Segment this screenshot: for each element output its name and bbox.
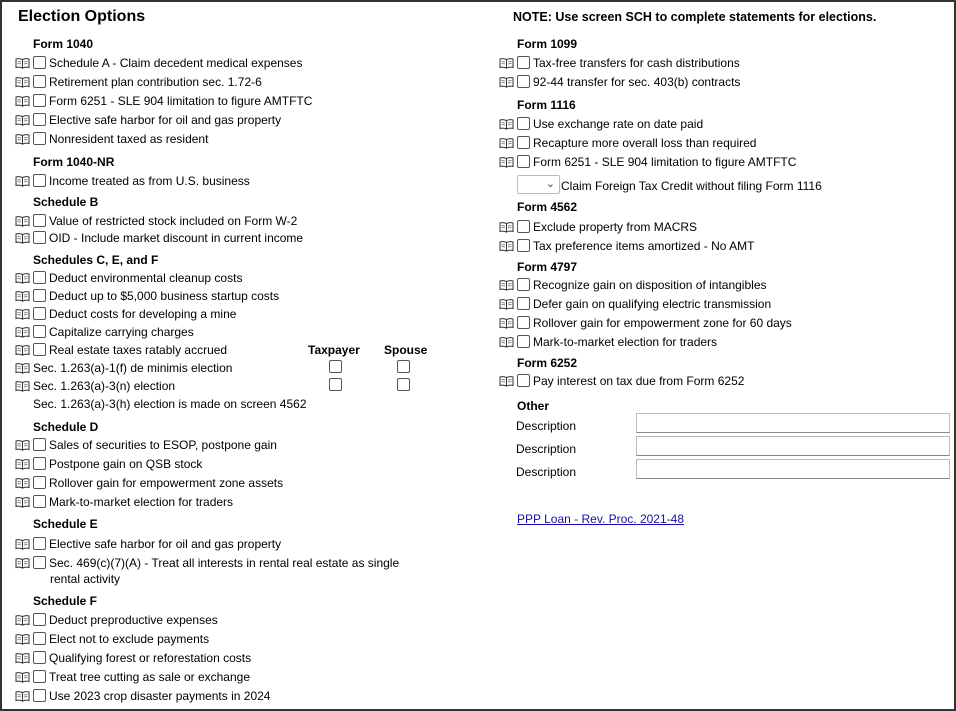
book-icon[interactable] (15, 362, 30, 374)
book-icon[interactable] (499, 57, 514, 69)
election-checkbox[interactable] (33, 457, 46, 470)
election-label: Deduct costs for developing a mine (49, 306, 237, 321)
taxpayer-checkbox[interactable] (329, 378, 342, 391)
election-row (15, 111, 281, 128)
election-checkbox[interactable] (33, 651, 46, 664)
section-schedule-d: Schedule D (33, 420, 99, 434)
election-checkbox[interactable] (517, 335, 530, 348)
election-label: Recapture more overall loss than required (533, 135, 757, 150)
election-label: Qualifying forest or reforestation costs (49, 650, 252, 665)
section-schedules-cef: Schedules C, E, and F (33, 253, 159, 267)
section-form-1040: Form 1040 (33, 37, 94, 51)
election-row (15, 377, 175, 394)
book-icon[interactable] (499, 240, 514, 252)
election-label: Elective safe harbor for oil and gas property (49, 536, 282, 551)
book-icon[interactable] (15, 76, 30, 88)
book-icon[interactable] (15, 557, 30, 569)
election-row (15, 172, 250, 189)
election-checkbox[interactable] (517, 117, 530, 130)
election-row (15, 287, 279, 304)
election-checkbox[interactable] (33, 307, 46, 320)
election-label: Sec. 1.263(a)-1(f) de minimis election (33, 360, 233, 375)
election-label: Schedule A - Claim decedent medical expenses (49, 55, 303, 70)
spouse-checkbox[interactable] (397, 360, 410, 373)
election-checkbox[interactable] (33, 613, 46, 626)
book-icon[interactable] (15, 114, 30, 126)
page-title: Election Options (18, 8, 146, 25)
election-row (15, 130, 208, 147)
election-checkbox[interactable] (517, 155, 530, 168)
taxpayer-column-header: Taxpayer (308, 343, 360, 357)
election-row (15, 305, 236, 322)
book-icon[interactable] (15, 57, 30, 69)
book-icon[interactable] (499, 156, 514, 168)
section-schedule-b: Schedule B (33, 195, 99, 209)
election-row (499, 218, 697, 235)
section-form-1040-nr: Form 1040-NR (33, 155, 115, 169)
election-row (15, 535, 281, 552)
book-icon[interactable] (15, 308, 30, 320)
book-icon[interactable] (15, 232, 30, 244)
election-row (15, 687, 270, 704)
book-icon[interactable] (15, 633, 30, 645)
election-label: Recognize gain on disposition of intangibles (533, 277, 767, 292)
election-row (15, 92, 312, 109)
election-checkbox[interactable] (33, 689, 46, 702)
description-input[interactable] (636, 459, 950, 479)
election-label: Tax-free transfers for cash distributions (533, 55, 740, 70)
book-icon[interactable] (499, 317, 514, 329)
book-icon[interactable] (499, 137, 514, 149)
book-icon[interactable] (499, 298, 514, 310)
election-checkbox[interactable] (33, 289, 46, 302)
election-label: 92-44 transfer for sec. 403(b) contracts (533, 74, 741, 89)
election-checkbox[interactable] (33, 132, 46, 145)
election-checkbox[interactable] (33, 214, 46, 227)
election-checkbox[interactable] (33, 343, 46, 356)
election-row (15, 630, 209, 647)
election-row (499, 295, 771, 312)
election-checkbox[interactable] (517, 374, 530, 387)
election-row (15, 649, 251, 666)
section-form-1116: Form 1116 (517, 98, 576, 112)
book-icon[interactable] (15, 95, 30, 107)
election-checkbox[interactable] (33, 325, 46, 338)
book-icon[interactable] (15, 290, 30, 302)
election-row (15, 73, 262, 90)
book-icon[interactable] (499, 336, 514, 348)
election-label: Rollover gain for empowerment zone for 60 days (533, 315, 792, 330)
election-label: Nonresident taxed as resident (49, 131, 209, 146)
election-label: OID - Include market discount in current income (49, 230, 304, 245)
book-icon[interactable] (15, 690, 30, 702)
election-checkbox[interactable] (33, 231, 46, 244)
election-label: Deduct environmental cleanup costs (49, 270, 243, 285)
election-row (15, 455, 202, 472)
section-schedule-e: Schedule E (33, 517, 98, 531)
election-label: Retirement plan contribution sec. 1.72-6 (49, 74, 262, 89)
book-icon[interactable] (15, 380, 30, 392)
election-row (499, 372, 744, 389)
election-checkbox[interactable] (33, 75, 46, 88)
election-row (499, 153, 796, 170)
book-icon[interactable] (15, 614, 30, 626)
section-other: Other (517, 399, 550, 413)
election-row (15, 341, 227, 358)
election-checkbox[interactable] (517, 239, 530, 252)
foreign-tax-credit-dropdown[interactable] (517, 175, 560, 194)
book-icon[interactable] (15, 439, 30, 451)
election-checkbox[interactable] (33, 476, 46, 489)
spouse-checkbox[interactable] (397, 378, 410, 391)
book-icon[interactable] (15, 652, 30, 664)
election-row (15, 611, 218, 628)
election-label: Mark-to-market election for traders (49, 494, 234, 509)
election-row (15, 474, 283, 491)
election-label: Elect not to exclude payments (49, 631, 210, 646)
election-checkbox[interactable] (33, 537, 46, 550)
book-icon[interactable] (15, 133, 30, 145)
election-checkbox[interactable] (33, 495, 46, 508)
election-checkbox[interactable] (517, 136, 530, 149)
election-row (15, 212, 297, 229)
election-label: Deduct preproductive expenses (49, 612, 218, 627)
election-checkbox[interactable] (517, 56, 530, 69)
election-label: Form 6251 - SLE 904 limitation to figure AMTFTC (533, 154, 797, 169)
book-icon[interactable] (15, 344, 30, 356)
election-row (499, 276, 767, 293)
election-label: Defer gain on qualifying electric transmission (533, 296, 772, 311)
election-row (15, 229, 303, 246)
election-row (15, 323, 194, 340)
election-checkbox[interactable] (33, 94, 46, 107)
election-row (15, 269, 242, 286)
election-row (499, 73, 740, 90)
election-row (15, 359, 232, 376)
election-checkbox[interactable] (517, 297, 530, 310)
election-checkbox[interactable] (33, 271, 46, 284)
book-icon[interactable] (499, 221, 514, 233)
election-label: Income treated as from U.S. business (49, 173, 250, 188)
election-checkbox[interactable] (33, 174, 46, 187)
book-icon[interactable] (499, 118, 514, 130)
election-checkbox[interactable] (517, 278, 530, 291)
election-label: Pay interest on tax due from Form 6252 (533, 373, 745, 388)
election-label: Tax preference items amortized - No AMT (533, 238, 755, 253)
chevron-down-icon: ⌄ (545, 178, 555, 190)
book-icon[interactable] (15, 175, 30, 187)
dropdown-label: Claim Foreign Tax Credit without filing Form 1116 (561, 179, 822, 193)
book-icon[interactable] (15, 496, 30, 508)
election-checkbox[interactable] (517, 220, 530, 233)
book-icon[interactable] (499, 76, 514, 88)
election-row (499, 314, 792, 331)
book-icon[interactable] (499, 375, 514, 387)
section-form-1099: Form 1099 (517, 37, 578, 51)
book-icon[interactable] (15, 477, 30, 489)
election-row (499, 134, 756, 151)
description-label: Description (516, 442, 577, 456)
election-checkbox[interactable] (33, 670, 46, 683)
spouse-column-header: Spouse (384, 343, 428, 357)
election-row (499, 115, 703, 132)
election-label: Sec. 1.263(a)-3(n) election (33, 378, 176, 393)
election-checkbox[interactable] (33, 556, 46, 569)
election-label: Form 6251 - SLE 904 limitation to figure AMTFTC (49, 93, 313, 108)
book-icon[interactable] (15, 215, 30, 227)
election-checkbox[interactable] (517, 316, 530, 329)
election-checkbox[interactable] (33, 113, 46, 126)
election-checkbox[interactable] (33, 632, 46, 645)
book-icon[interactable] (15, 671, 30, 683)
section-form-4797: Form 4797 (517, 260, 578, 274)
description-input[interactable] (636, 413, 950, 433)
info-text: Sec. 1.263(a)-3(h) election is made on screen 4562 (33, 397, 307, 411)
book-icon[interactable] (15, 272, 30, 284)
election-checkbox[interactable] (33, 438, 46, 451)
election-label: Use exchange rate on date paid (533, 116, 704, 131)
election-checkbox[interactable] (517, 75, 530, 88)
election-row (499, 54, 740, 71)
election-label: Postpone gain on QSB stock (49, 456, 203, 471)
note-text: NOTE: Use screen SCH to complete statements for elections. (513, 10, 877, 24)
book-icon[interactable] (15, 538, 30, 550)
election-row (15, 554, 399, 571)
election-label: Real estate taxes ratably accrued (49, 342, 228, 357)
election-label: Use 2023 crop disaster payments in 2024 (49, 688, 271, 703)
election-label: Rollover gain for empowerment zone assets (49, 475, 284, 490)
election-label: Deduct up to $5,000 business startup costs (49, 288, 280, 303)
ppp-loan-link[interactable]: PPP Loan - Rev. Proc. 2021-48 (517, 512, 684, 526)
description-label: Description (516, 419, 577, 433)
election-row (15, 54, 302, 71)
section-form-6252: Form 6252 (517, 356, 578, 370)
book-icon[interactable] (499, 279, 514, 291)
election-row (15, 668, 250, 685)
election-row (499, 237, 754, 254)
book-icon[interactable] (15, 458, 30, 470)
election-row (15, 493, 233, 510)
election-label: Value of restricted stock included on Form W-2 (49, 213, 298, 228)
description-input[interactable] (636, 436, 950, 456)
election-label: Exclude property from MACRS (533, 219, 698, 234)
election-row (499, 333, 717, 350)
election-label: Sales of securities to ESOP, postpone gain (49, 437, 277, 452)
description-label: Description (516, 465, 577, 479)
election-label: Elective safe harbor for oil and gas property (49, 112, 282, 127)
election-label-continued: rental activity (50, 572, 121, 586)
election-label: Treat tree cutting as sale or exchange (49, 669, 250, 684)
section-form-4562: Form 4562 (517, 200, 578, 214)
election-label: Capitalize carrying charges (49, 324, 194, 339)
election-row (15, 436, 277, 453)
election-checkbox[interactable] (33, 56, 46, 69)
section-schedule-f: Schedule F (33, 594, 98, 608)
taxpayer-checkbox[interactable] (329, 360, 342, 373)
book-icon[interactable] (15, 326, 30, 338)
election-label: Mark-to-market election for traders (533, 334, 718, 349)
election-label: Sec. 469(c)(7)(A) - Treat all interests in rental real estate as single (49, 555, 400, 570)
